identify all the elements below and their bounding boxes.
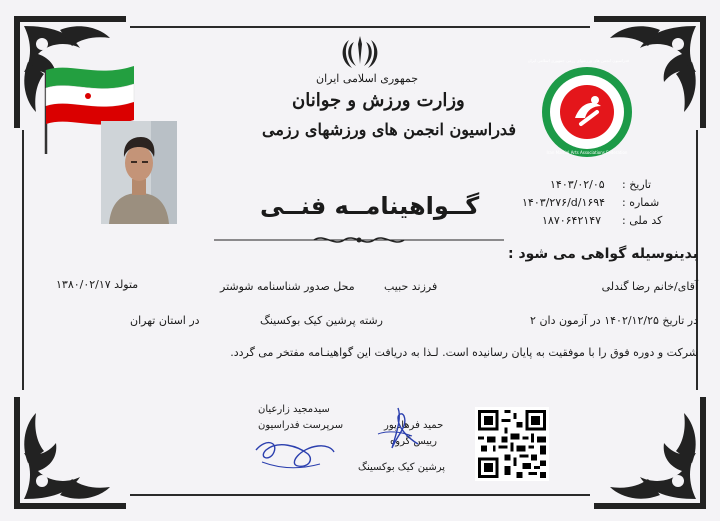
iran-emblem-icon [340,34,380,70]
province-field: در استان تهران [130,314,200,327]
left-signer-role: سرپرست فدراسیون [258,420,344,431]
qr-code-icon [475,407,549,481]
left-signature-icon [248,428,338,476]
federation-logo [541,66,633,158]
right-signature-icon [368,404,428,456]
corner-ornament-bottom-right [590,393,710,513]
discipline-field: رشته پرشین کیک بوکسینگ [260,314,383,327]
date-value: ۱۴۰۳/۰۲/۰۵ [550,178,605,191]
header-republic: جمهوری اسلامی ایران [316,72,419,85]
national-code-value: ۱۸۷۰۶۴۲۱۴۷ [542,214,602,227]
header-ministry: وزارت ورزش و جوانان [292,90,465,111]
left-signer-name: سیدمجید زارعیان [258,404,330,415]
certificate-title: گــواهینامــه فنــی [260,192,480,220]
name-field: آقای/خانم رضا گندلی [601,280,698,293]
father-field: فرزند حبیب [384,280,438,293]
border-top [130,26,590,28]
right-signer-name: حمید فرهادپور [384,420,444,431]
title-divider [214,232,504,246]
completion-text: شرکت و دوره فوق را با موفقیت به پایان رسانیده است. لـذا به دریافت این گواهینـامه مفتخر می گردد. [230,346,698,359]
intro-text: بدینوسیله گواهی می شود : [507,246,698,262]
border-left [22,130,24,390]
national-code-label: کد ملی : [622,214,663,227]
header-federation: فدراسیون انجمن های ورزشهای رزمی [262,120,516,139]
right-signer-group: پرشین کیک بوکسینگ [358,462,446,473]
border-bottom [130,494,590,496]
exam-field: در تاریخ ۱۴۰۲/۱۲/۲۵ در آزمون دان ۲ [530,314,698,327]
number-label: شماره : [622,196,660,209]
issue-place-field: محل صدور شناسنامه شوشتر [220,280,355,293]
number-value: ۱۴۰۳/۲۷۶/d/۱۶۹۴ [522,196,606,209]
logo-text-en: Iran Martial Arts Associations Federation [546,150,628,155]
date-label: تاریخ : [622,178,652,191]
right-signer-role: رییس گروه [390,436,437,447]
birth-date-field: متولد ۱۳۸۰/۰۲/۱۷ [56,278,139,291]
logo-text-fa: فدراسیون انجمن های ورزشهای رزمی جمهوری اسلامی ایران [527,58,629,63]
corner-ornament-bottom-left [10,393,130,513]
profile-photo [101,121,177,224]
